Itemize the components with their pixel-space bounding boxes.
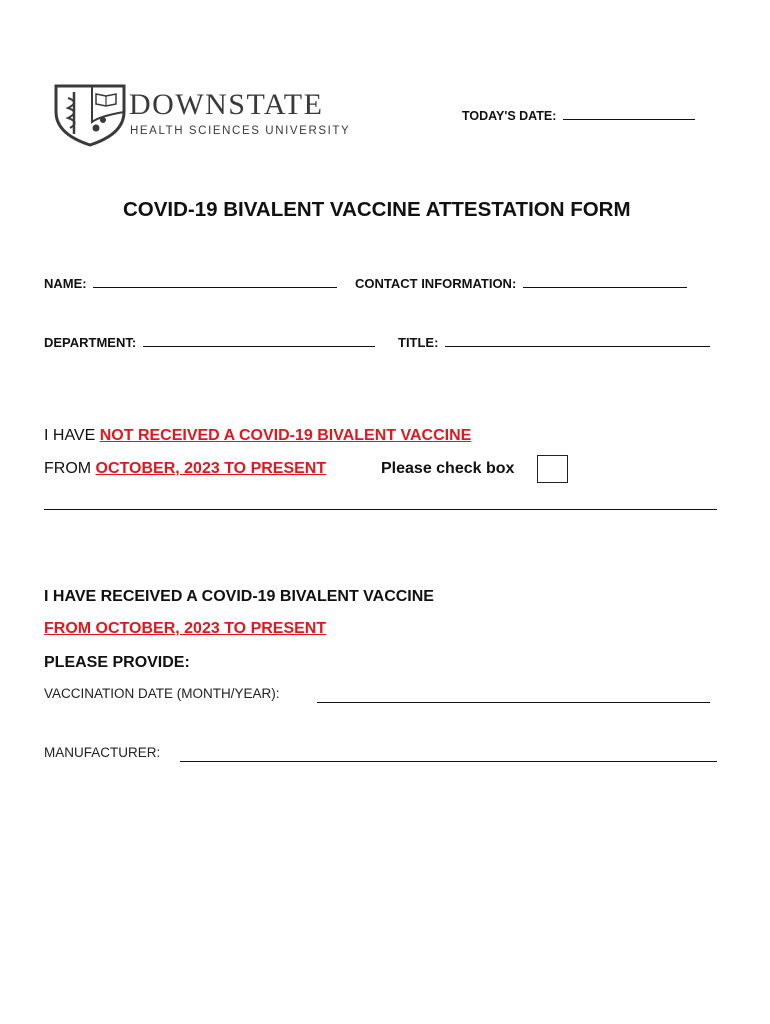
not-received-checkbox[interactable]	[537, 455, 568, 483]
name-field[interactable]	[44, 276, 337, 291]
contact-line[interactable]	[523, 286, 687, 288]
title-line[interactable]	[445, 345, 710, 347]
not-received-period-highlight: OCTOBER, 2023 TO PRESENT	[95, 460, 327, 477]
vaccination-date-label: VACCINATION DATE (MONTH/YEAR):	[44, 686, 280, 701]
todays-date-line[interactable]	[563, 118, 695, 120]
check-box-label: Please check box	[381, 460, 515, 477]
contact-label: CONTACT INFORMATION:	[355, 276, 517, 291]
vaccination-date-line[interactable]	[317, 702, 710, 703]
department-field[interactable]	[44, 335, 375, 350]
title-field[interactable]	[398, 335, 710, 350]
department-line[interactable]	[143, 345, 375, 347]
logo-name: DOWNSTATE	[129, 88, 324, 121]
todays-date-field[interactable]	[462, 109, 695, 123]
name-label: NAME:	[44, 276, 87, 291]
contact-field[interactable]	[355, 276, 687, 291]
please-provide-label: PLEASE PROVIDE:	[44, 654, 190, 671]
logo-subtitle: HEALTH SCIENCES UNIVERSITY	[130, 125, 351, 137]
section-divider	[44, 509, 717, 510]
received-period	[44, 620, 326, 638]
title-label: TITLE:	[398, 335, 439, 350]
manufacturer-line[interactable]	[180, 761, 717, 762]
not-received-prefix: I HAVE	[44, 427, 100, 444]
todays-date-label: TODAY'S DATE:	[462, 109, 557, 123]
department-label: DEPARTMENT:	[44, 335, 137, 350]
manufacturer-label: MANUFACTURER:	[44, 745, 161, 760]
not-received-period-prefix: FROM	[44, 460, 96, 477]
received-period-text: FROM OCTOBER, 2023 TO PRESENT	[44, 620, 327, 637]
not-received-statement	[44, 427, 471, 445]
not-received-highlight: NOT RECEIVED A COVID-19 BIVALENT VACCINE	[99, 427, 472, 444]
name-line[interactable]	[93, 286, 337, 288]
received-heading: I HAVE RECEIVED A COVID-19 BIVALENT VACCINE	[44, 588, 434, 605]
not-received-period	[44, 460, 326, 478]
form-title: COVID-19 BIVALENT VACCINE ATTESTATION FORM	[123, 198, 631, 221]
university-logo-icon	[52, 82, 128, 153]
